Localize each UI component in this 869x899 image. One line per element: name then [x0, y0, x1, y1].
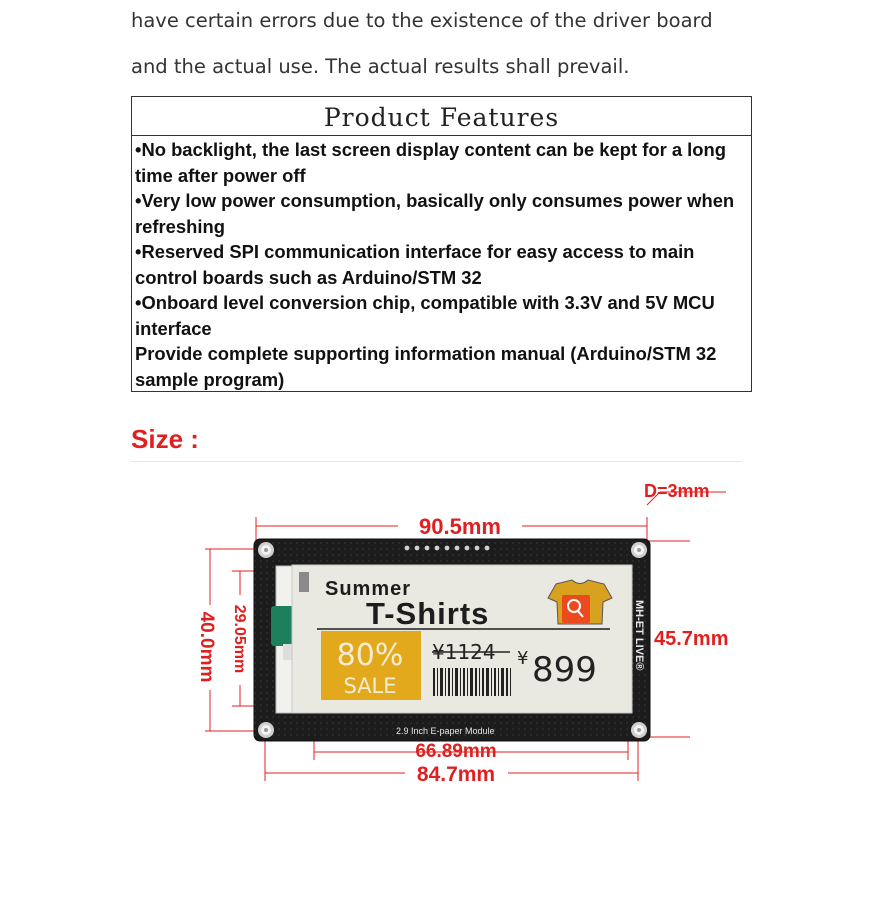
feature-line: interface — [135, 317, 212, 339]
feature-line: Provide complete supporting information manual (Arduino/STM 32 — [135, 343, 717, 364]
screen-headline-tshirts: T-Shirts — [366, 596, 490, 631]
sale-label: SALE — [343, 674, 397, 698]
feature-line: sample program) — [135, 368, 285, 390]
dim-width: 90.5mm — [419, 514, 501, 539]
module-caption: 2.9 Inch E-paper Module — [396, 726, 495, 736]
feature-line: time after power off — [135, 164, 306, 186]
dim-height: 45.7mm — [654, 628, 729, 650]
intro-line-2: and the actual use. The actual results shall prevail. — [131, 55, 630, 78]
old-price: ¥1124 — [432, 640, 496, 664]
mounting-hole — [258, 542, 274, 558]
price-currency: ¥ — [517, 648, 529, 669]
mounting-hole — [258, 722, 274, 738]
features-title: Product Features — [132, 97, 751, 136]
feature-line: •Reserved SPI communication interface for easy access to main — [135, 241, 695, 262]
dim-inner-height: 29.05mm — [231, 604, 248, 674]
dim-screen-width: 66.89mm — [415, 741, 497, 762]
screen-headline-summer: Summer — [325, 578, 412, 600]
feature-line: •No backlight, the last screen display content can be kept for a long — [135, 139, 726, 160]
feature-line: refreshing — [135, 215, 225, 237]
epaper-module — [254, 539, 650, 741]
dim-left-height: 40.0mm — [196, 611, 217, 683]
header-pins — [405, 546, 490, 551]
mounting-hole — [631, 722, 647, 738]
size-heading: Size : — [131, 424, 199, 454]
feature-line: control boards such as Arduino/STM 32 — [135, 266, 482, 288]
dim-hole-spacing: 84.7mm — [416, 763, 496, 786]
search-icon — [562, 595, 590, 623]
dim-hole-diameter: D=3mm — [644, 481, 710, 501]
feature-line: •Onboard level conversion chip, compatible with 3.3V and 5V MCU — [135, 292, 715, 313]
feature-line: •Very low power consumption, basically only consumes power when — [135, 190, 735, 211]
intro-line-1: have certain errors due to the existence of the driver board — [131, 9, 713, 32]
price: 899 — [532, 650, 597, 690]
mounting-hole — [631, 542, 647, 558]
module-brand: MH-ET LIVE® — [633, 600, 645, 671]
sale-percent: 80% — [336, 638, 404, 673]
